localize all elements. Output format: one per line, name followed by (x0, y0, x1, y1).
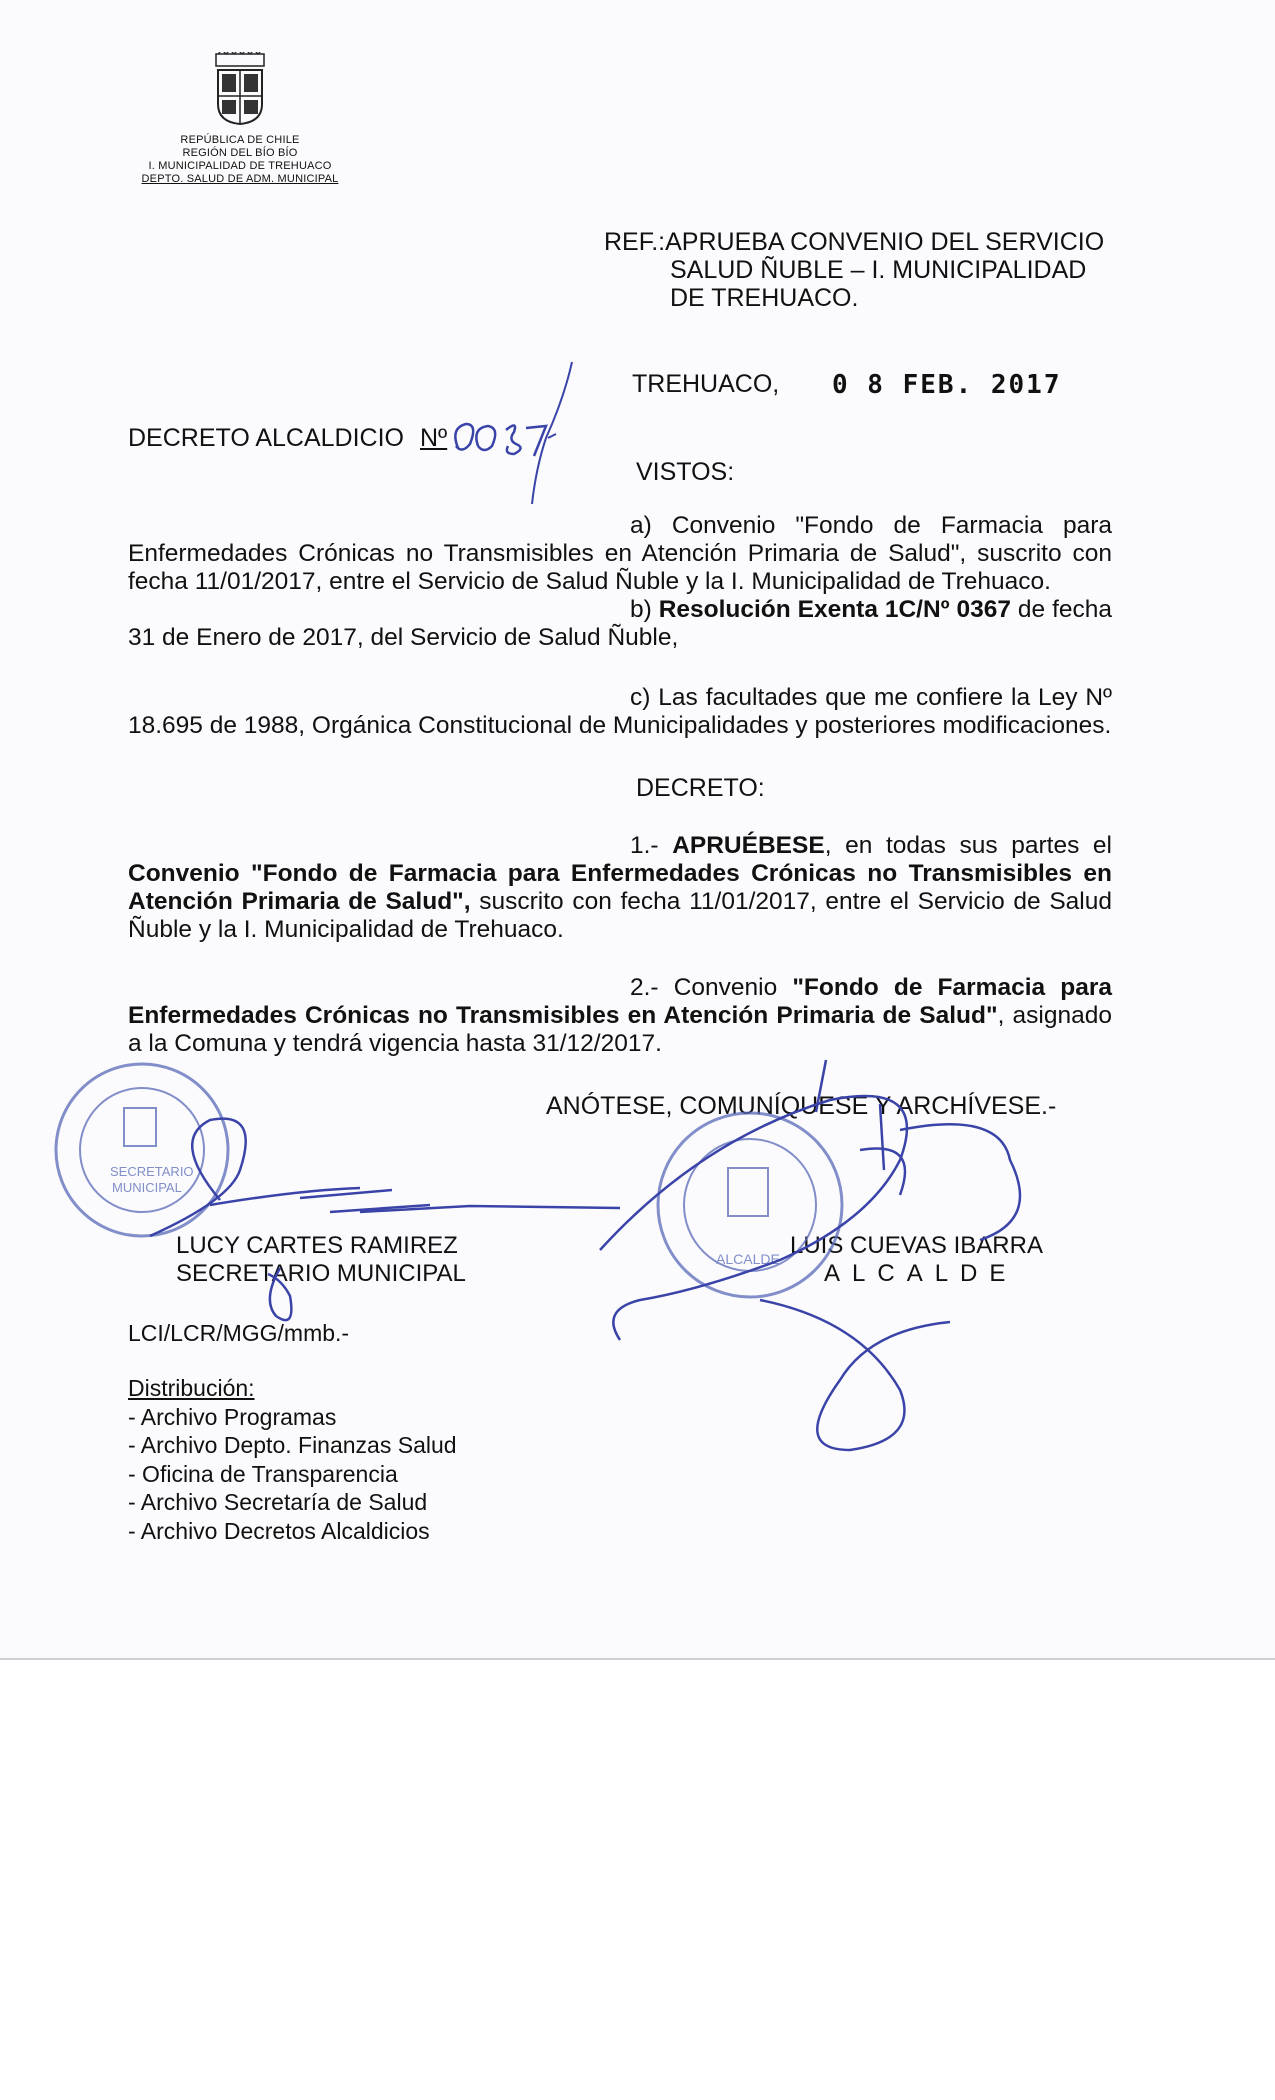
distribution-item: - Archivo Programas (128, 1403, 337, 1430)
ref-line: DE TREHUACO. (670, 284, 859, 312)
signature-mayor (790, 1232, 1043, 1288)
reference-block (604, 228, 1104, 312)
letterhead-line: REGIÓN DEL BÍO BÍO (182, 147, 298, 159)
letterhead-line: I. MUNICIPALIDAD DE TREHUACO (148, 160, 332, 172)
vistos-b-text: de fecha 31 de Enero de 2017, del Servicio de Salud Ñuble, (128, 596, 1112, 651)
vistos-b (128, 596, 1112, 652)
distribution-item: - Oficina de Transparencia (128, 1460, 398, 1487)
article-1-approve: APRUÉBESE (672, 832, 825, 859)
mayor-role: ALCALDE (824, 1260, 1018, 1287)
ref-line: REF.:APRUEBA CONVENIO DEL SERVICIO (604, 228, 1105, 256)
distribution-item: - Archivo Depto. Finanzas Salud (128, 1432, 457, 1458)
closing-formula: ANÓTESE, COMUNÍQUESE Y ARCHÍVESE.- (546, 1092, 1057, 1120)
distribution-list (128, 1374, 457, 1545)
article-1-text: suscrito con fecha 11/01/2017, entre el Servicio de Salud Ñuble y la I. Municipalidad de Trehuaco. (128, 888, 1112, 943)
svg-text:SECRETARIO: SECRETARIO (110, 1164, 194, 1179)
decreto-label: DECRETO ALCALDICIO (128, 424, 405, 452)
decreto-number-prefix: Nº (420, 424, 448, 452)
handwritten-decree-number (448, 358, 578, 508)
vistos-c (128, 684, 1112, 740)
initials: LCI/LCR/MGG/mmb.- (128, 1320, 350, 1346)
vistos-c-text: c) Las facultades que me confiere la Ley Nº 18.695 de 1988, Orgánica Constitucional de Municipalidades y posteriores modificaciones. (128, 684, 1112, 739)
letterhead (120, 52, 360, 186)
article-2-text: , asignado a la Comuna y tendrá vigencia hasta 31/12/2017. (128, 1002, 1113, 1057)
distribution-item: - Archivo Secretaría de Salud (128, 1489, 428, 1515)
article-1-convenio: Convenio "Fondo de Farmacia para Enfermedades Crónicas no Transmisibles en Atención Primaria de Salud", (128, 860, 1112, 915)
mayor-name: LUIS CUEVAS IBARRA (790, 1232, 1043, 1259)
decreto-heading: DECRETO: (636, 774, 765, 802)
ref-line: SALUD ÑUBLE – I. MUNICIPALIDAD (670, 256, 1087, 284)
svg-text:ALCALDE: ALCALDE (716, 1251, 780, 1267)
article-2-prefix: 2.- Convenio (630, 974, 793, 1001)
date-stamp: 0 8 FEB. 2017 (832, 370, 1062, 400)
vistos-b-resolution: Resolución Exenta 1C/Nº 0367 (658, 596, 1012, 623)
distribution-item: - Archivo Decretos Alcaldicios (128, 1517, 430, 1544)
municipal-crest-icon (208, 52, 272, 126)
secretary-role: SECRETARIO MUNICIPAL (176, 1260, 466, 1287)
svg-text:MUNICIPAL: MUNICIPAL (112, 1180, 182, 1195)
distribution-heading: Distribución: (128, 1375, 255, 1401)
secretary-name: LUCY CARTES RAMIREZ (176, 1232, 458, 1259)
signature-secretary (176, 1232, 466, 1288)
vistos-b-prefix: b) (630, 596, 659, 623)
letterhead-line: REPÚBLICA DE CHILE (180, 134, 300, 146)
article-1-prefix: 1.- (630, 832, 673, 859)
article-1-mid: , en todas sus partes el (824, 832, 1112, 859)
article-1 (128, 832, 1112, 944)
secretary-signature-scribble (150, 1119, 620, 1321)
secretary-seal-stamp (56, 1064, 228, 1236)
vistos-a-text: a) Convenio "Fondo de Farmacia para Enfermedades Crónicas no Transmisibles en Atención Primaria de Salud", suscrito con fecha 11/01/2017, entre el Servicio de Salud Ñuble y la I. Municipalidad de Trehuaco. (128, 512, 1112, 595)
vistos-a (128, 512, 1112, 596)
place-name: TREHUACO, (632, 370, 780, 398)
article-2-convenio: "Fondo de Farmacia para Enfermedades Crónicas no Transmisibles en Atención Primaria de Salud" (128, 974, 1112, 1029)
vistos-heading: VISTOS: (636, 458, 735, 486)
letterhead-line: DEPTO. SALUD DE ADM. MUNICIPAL (141, 173, 339, 185)
article-2 (128, 974, 1112, 1058)
